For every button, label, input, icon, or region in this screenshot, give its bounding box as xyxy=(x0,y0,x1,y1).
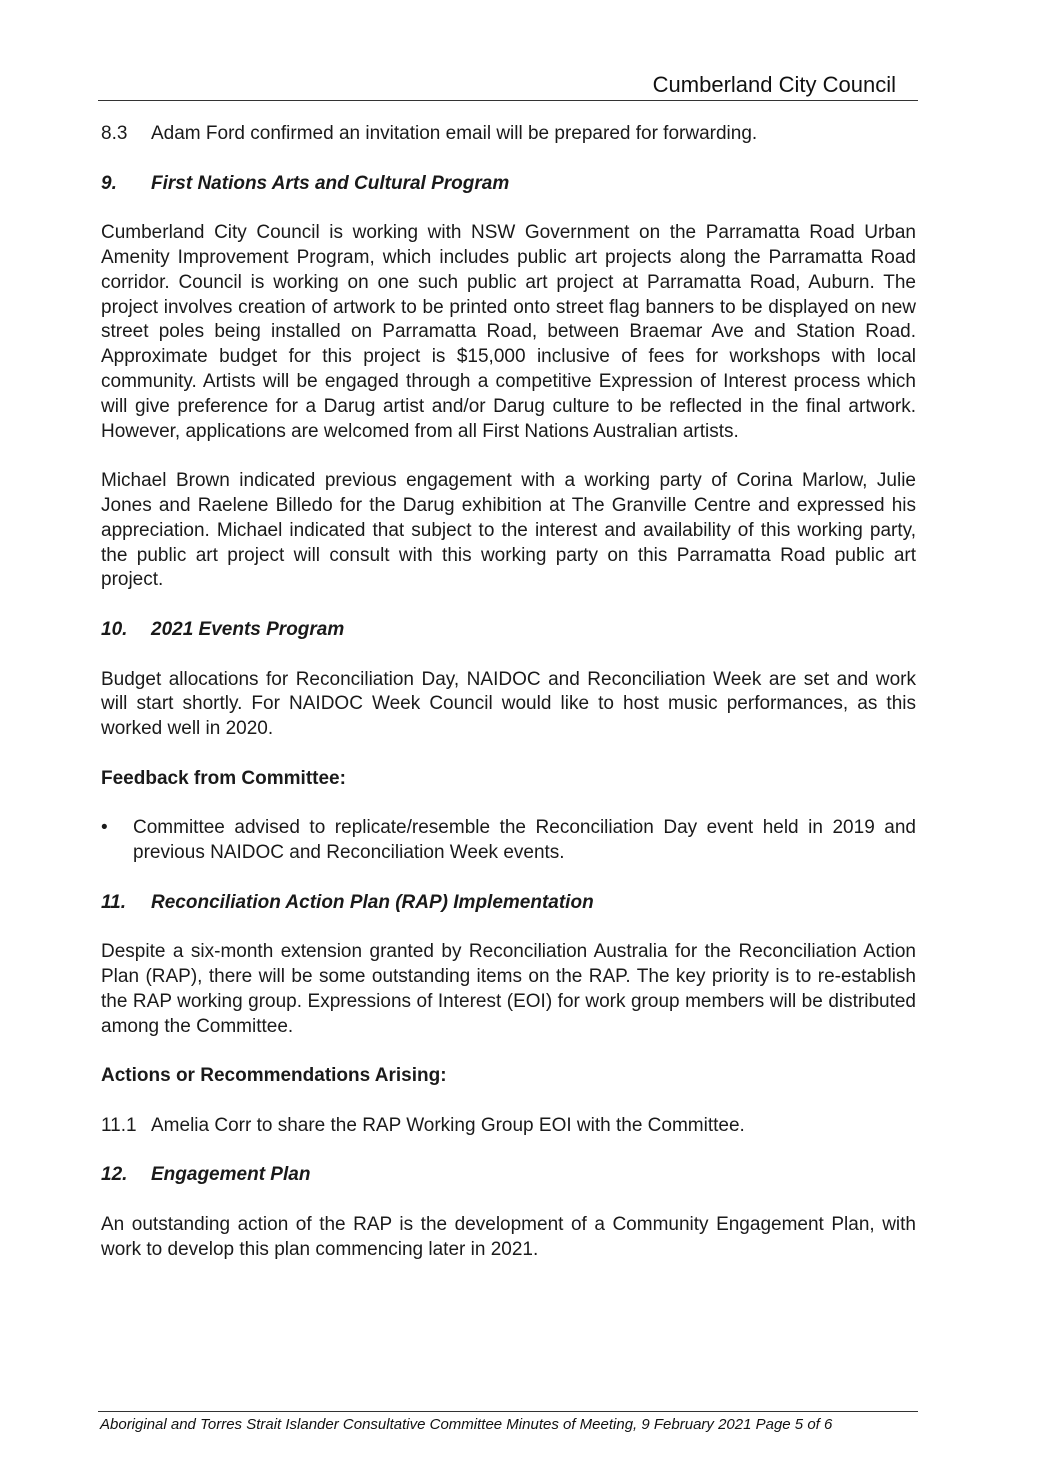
section-9-heading xyxy=(101,172,916,197)
section-title: First Nations Arts and Cultural Program xyxy=(151,172,510,194)
section-title: Reconciliation Action Plan (RAP) Implementation xyxy=(151,891,594,913)
page-content xyxy=(101,122,916,1263)
section-number: 11. xyxy=(101,891,127,913)
section-title: Engagement Plan xyxy=(151,1164,311,1186)
section-10-paragraph-1: Budget allocations for Reconciliation Day, NAIDOC and Reconciliation Week are set and work will start shortly. For NAIDOC Week Council would like to host music performances, as this worked well in 2020. xyxy=(101,668,916,740)
section-11-heading xyxy=(101,891,916,916)
section-number: 10. xyxy=(101,618,128,640)
page-footer xyxy=(98,1411,918,1433)
item-11-1 xyxy=(101,1114,916,1139)
section-10-heading xyxy=(101,618,916,643)
feedback-bullet-item xyxy=(101,816,916,866)
section-number: 9. xyxy=(101,172,117,194)
item-number: 11.1 xyxy=(101,1114,137,1136)
item-text: Amelia Corr to share the RAP Working Group EOI with the Committee. xyxy=(151,1114,745,1136)
item-number: 8.3 xyxy=(101,123,128,144)
bullet-icon: • xyxy=(101,817,108,839)
section-12-paragraph-1: An outstanding action of the RAP is the development of a Community Engagement Plan, with work to develop this plan commencing later in 2021. xyxy=(101,1214,916,1260)
section-title: 2021 Events Program xyxy=(151,618,345,640)
actions-heading: Actions or Recommendations Arising: xyxy=(101,1065,447,1087)
feedback-heading: Feedback from Committee: xyxy=(101,767,346,789)
section-9-paragraph-2: Michael Brown indicated previous engagement with a working party of Corina Marlow, Julie Jones and Raelene Billedo for the Darug exhibition at The Granville Centre and expressed his appreciation. Michael indicated that subject to the interest and availability of this working party, the public art project will consult with this working party on this Parramatta Road public art project. xyxy=(101,470,916,591)
section-number: 12. xyxy=(101,1164,128,1186)
section-11-paragraph-1: Despite a six-month extension granted by Reconciliation Australia for the Reconciliation Action Plan (RAP), there will be some outstanding items on the RAP. The key priority is to re-establish the RAP working group. Expressions of Interest (EOI) for work group members will be distributed among the Committee. xyxy=(101,941,916,1037)
footer-text: Aboriginal and Torres Strait Islander Consultative Committee Minutes of Meeting, 9 February 2021 Page 5 of 6 xyxy=(100,1416,833,1433)
page-header xyxy=(98,70,918,101)
section-9-paragraph-1: Cumberland City Council is working with NSW Government on the Parramatta Road Urban Amenity Improvement Program, which includes public art projects along the Parramatta Road corridor. Council is working on one such public art project at Parramatta Road, Auburn. The project involves creation of artwork to be printed onto street flag banners to be displayed on new street poles being installed on Parramatta Road, between Braemar Ave and Station Road. Approximate budget for this project is $15,000 inclusive of fees for workshops with local community. Artists will be engaged through a competitive Expression of Interest process which will give preference for a Darug artist and/or Darug culture to be reflected in the final artwork. However, applications are welcomed from all First Nations Australian artists. xyxy=(101,222,916,442)
section-12-heading xyxy=(101,1163,916,1188)
bullet-text: Committee advised to replicate/resemble the Reconciliation Day event held in 2019 and previous NAIDOC and Reconciliation Week events. xyxy=(133,817,916,864)
header-title: Cumberland City Council xyxy=(652,72,896,97)
item-text: Adam Ford confirmed an invitation email will be prepared for forwarding. xyxy=(151,123,758,144)
item-8-3 xyxy=(101,122,916,147)
